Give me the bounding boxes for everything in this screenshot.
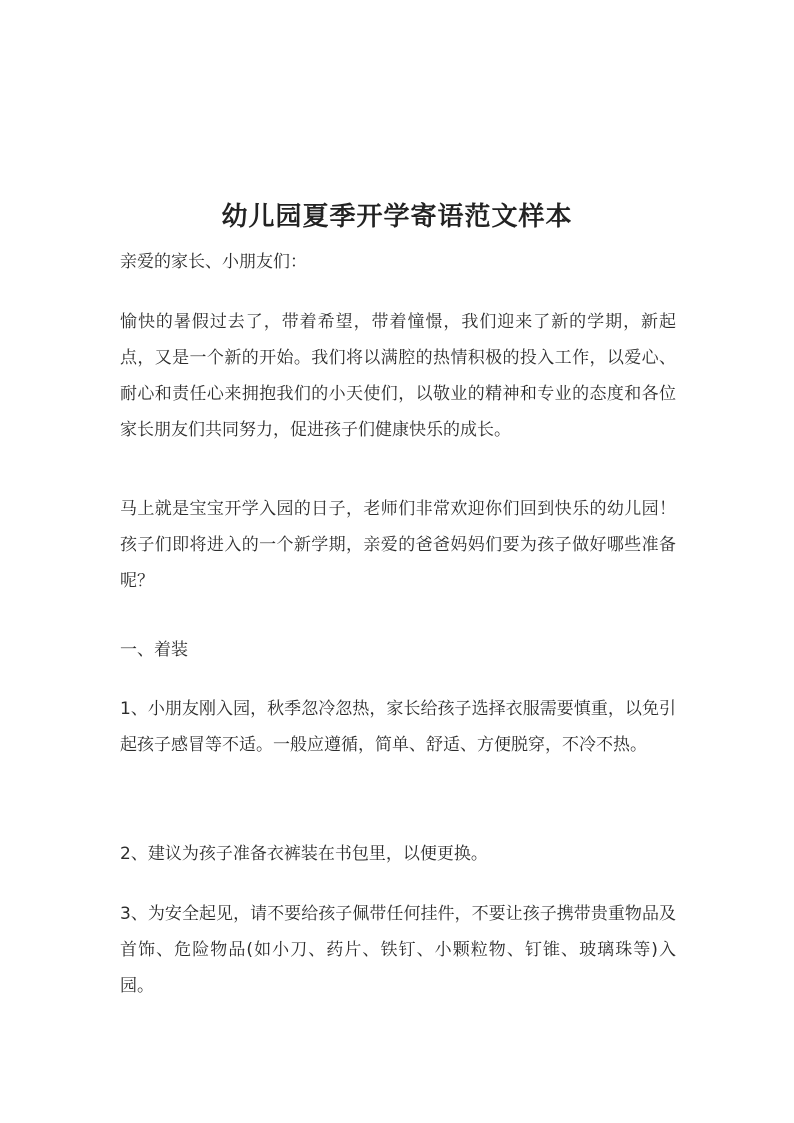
greeting-text: 亲爱的家长、小朋友们： [120,252,307,272]
intro-paragraph: 愉快的暑假过去了，带着希望，带着憧憬，我们迎来了新的学期，新起点，又是一个新的开始。我们将以满腔的热情积极的投入工作，以爱心、耐心和责任心来拥抱我们的小天使们，以敬业的精神和专业的态度和各位家长朋友们共同努力，促进孩子们健康快乐的成长。 [120,312,676,440]
list-item: 2、建议为孩子准备衣裤装在书包里，以便更换。 [120,844,488,864]
list-item: 3、为安全起见，请不要给孩子佩带任何挂件，不要让孩子携带贵重物品及首饰、危险物品(如小刀、药片、铁钉、小颗粒物、钉锥、玻璃珠等)入园。 [120,904,676,996]
list-item: 1、小朋友刚入园，秋季忽冷忽热，家长给孩子选择衣服需要慎重，以免引起孩子感冒等不适。一般应遵循，简单、舒适、方便脱穿，不冷不热。 [120,699,676,755]
document-title: 幼儿园夏季开学寄语范文样本 [221,202,573,233]
section-heading: 一、着装 [120,640,188,660]
school-start-paragraph: 马上就是宝宝开学入园的日子，老师们非常欢迎你们回到快乐的幼儿园！孩子们即将进入的一个新学期，亲爱的爸爸妈妈们要为孩子做好哪些准备呢？ [120,499,676,591]
